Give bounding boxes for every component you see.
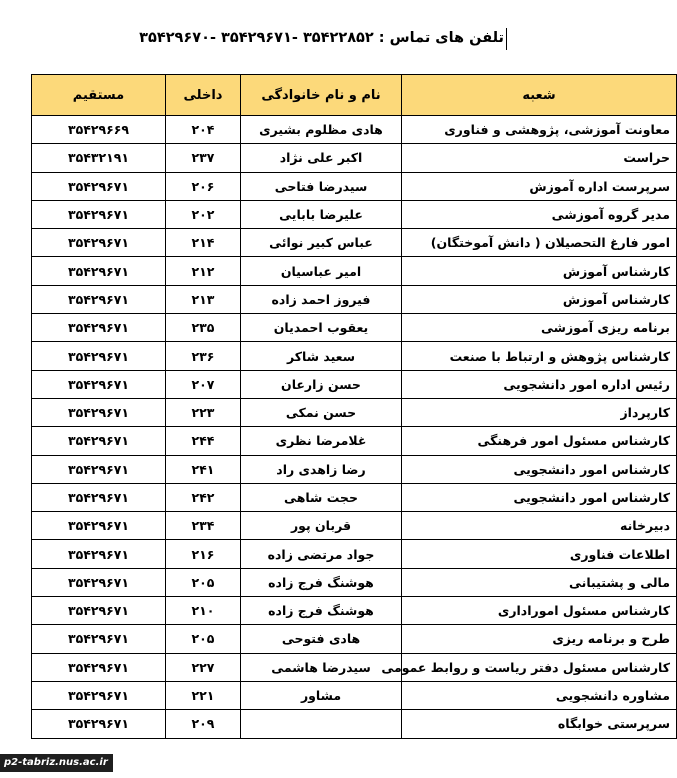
table-row [32, 427, 677, 455]
cell-extension: ۲۰۶ [166, 172, 241, 200]
cell-name: امیر عباسیان [241, 257, 402, 285]
cell-extension: ۲۰۵ [166, 568, 241, 596]
cell-unit: حراست [402, 144, 677, 172]
cell-direct-number: ۳۵۴۲۹۶۷۱ [32, 540, 166, 568]
table-row [32, 172, 677, 200]
cell-name: هوشنگ فرج زاده [241, 597, 402, 625]
cell-name: حجت شاهی [241, 483, 402, 511]
table-row [32, 144, 677, 172]
table-row [32, 257, 677, 285]
cell-unit: کارشناس مسئول امور فرهنگی [402, 427, 677, 455]
cell-extension: ۲۱۳ [166, 285, 241, 313]
cell-direct-number: ۳۵۴۲۹۶۷۱ [32, 172, 166, 200]
cell-unit: رئیس اداره امور دانشجویی [402, 370, 677, 398]
cell-unit: اطلاعات فناوری [402, 540, 677, 568]
cell-extension: ۲۴۲ [166, 483, 241, 511]
cell-unit: مالی و پشتیبانی [402, 568, 677, 596]
cell-direct-number: ۳۵۴۲۹۶۷۱ [32, 370, 166, 398]
table-body [32, 116, 677, 739]
text-cursor [506, 28, 507, 50]
cell-unit: امور فارغ التحصیلان ( دانش آموختگان) [402, 229, 677, 257]
table-row [32, 625, 677, 653]
cell-unit: دبیرخانه [402, 512, 677, 540]
column-header-extension: داخلی [166, 75, 241, 116]
cell-extension: ۲۱۴ [166, 229, 241, 257]
cell-extension: ۲۴۱ [166, 455, 241, 483]
cell-name: سیدرضا فتاحی [241, 172, 402, 200]
site-watermark: p2-tabriz.nus.ac.ir [0, 754, 113, 772]
cell-unit: طرح و برنامه ریزی [402, 625, 677, 653]
cell-name: جواد مرتضی زاده [241, 540, 402, 568]
cell-direct-number: ۳۵۴۲۹۶۷۱ [32, 710, 166, 738]
table-row [32, 597, 677, 625]
cell-extension: ۲۲۳ [166, 398, 241, 426]
cell-extension: ۲۰۹ [166, 710, 241, 738]
column-header-name: نام و نام خانوادگی [241, 75, 402, 116]
cell-name: عباس کبیر نوائی [241, 229, 402, 257]
table-row [32, 540, 677, 568]
cell-extension: ۲۳۶ [166, 342, 241, 370]
table-row [32, 398, 677, 426]
cell-direct-number: ۳۵۴۲۹۶۷۱ [32, 342, 166, 370]
cell-name [241, 710, 402, 738]
contacts-table [31, 74, 677, 739]
cell-direct-number: ۳۵۴۲۹۶۶۹ [32, 116, 166, 144]
cell-direct-number: ۳۵۴۲۹۶۷۱ [32, 681, 166, 709]
cell-extension: ۲۳۴ [166, 512, 241, 540]
cell-unit: کارپرداز [402, 398, 677, 426]
cell-direct-number: ۳۵۴۲۹۶۷۱ [32, 653, 166, 681]
table-row [32, 285, 677, 313]
cell-unit: کارشناس پژوهش و ارتباط با صنعت [402, 342, 677, 370]
cell-direct-number: ۳۵۴۲۹۶۷۱ [32, 597, 166, 625]
cell-extension: ۲۰۲ [166, 200, 241, 228]
cell-name: قربان پور [241, 512, 402, 540]
table-row [32, 710, 677, 738]
table-row [32, 229, 677, 257]
cell-direct-number: ۳۵۴۲۹۶۷۱ [32, 483, 166, 511]
column-header-unit: شعبه [402, 75, 677, 116]
cell-direct-number: ۳۵۴۲۹۶۷۱ [32, 200, 166, 228]
cell-name: علیرضا بابایی [241, 200, 402, 228]
table-row [32, 568, 677, 596]
table-header-row [32, 75, 677, 116]
cell-name: مشاور [241, 681, 402, 709]
cell-direct-number: ۳۵۴۲۹۶۷۱ [32, 512, 166, 540]
cell-extension: ۲۴۴ [166, 427, 241, 455]
cell-unit: برنامه ریزی آموزشی [402, 314, 677, 342]
table-row [32, 455, 677, 483]
contacts-table-container [31, 74, 670, 739]
cell-extension: ۲۱۰ [166, 597, 241, 625]
cell-unit: کارشناس آموزش [402, 257, 677, 285]
cell-unit: معاونت آموزشی، پژوهشی و فناوری [402, 116, 677, 144]
cell-direct-number: ۳۵۴۲۹۶۷۱ [32, 285, 166, 313]
cell-unit: کارشناس آموزش [402, 285, 677, 313]
table-row [32, 681, 677, 709]
cell-extension: ۲۰۴ [166, 116, 241, 144]
cell-direct-number: ۳۵۴۲۹۶۷۱ [32, 455, 166, 483]
column-header-direct: مستقیم [32, 75, 166, 116]
contact-phones-heading: تلفن های تماس : ۳۵۴۲۲۸۵۲ -۳۵۴۲۹۶۷۱ -۳۵۴۲۹۶۷۰ [139, 30, 504, 46]
cell-name: هوشنگ فرج زاده [241, 568, 402, 596]
cell-direct-number: ۳۵۴۲۹۶۷۱ [32, 257, 166, 285]
table-row [32, 116, 677, 144]
cell-unit: مشاوره دانشجویی [402, 681, 677, 709]
cell-direct-number: ۳۵۴۲۹۶۷۱ [32, 625, 166, 653]
cell-name: فیروز احمد زاده [241, 285, 402, 313]
cell-name: هادی مظلوم بشیری [241, 116, 402, 144]
cell-name: رضا زاهدی راد [241, 455, 402, 483]
cell-unit: کارشناس امور دانشجویی [402, 483, 677, 511]
table-row [32, 483, 677, 511]
cell-direct-number: ۳۵۴۳۲۱۹۱ [32, 144, 166, 172]
cell-name: حسن نمکی [241, 398, 402, 426]
table-row [32, 370, 677, 398]
table-row [32, 512, 677, 540]
cell-unit: کارشناس مسئول دفتر ریاست و روابط عمومی [402, 653, 677, 681]
cell-extension: ۲۳۷ [166, 144, 241, 172]
cell-name: غلامرضا نظری [241, 427, 402, 455]
cell-extension: ۲۰۷ [166, 370, 241, 398]
cell-extension: ۲۱۲ [166, 257, 241, 285]
cell-unit: کارشناس مسئول اموراداری [402, 597, 677, 625]
cell-direct-number: ۳۵۴۲۹۶۷۱ [32, 568, 166, 596]
cell-unit: سرپرستی خوابگاه [402, 710, 677, 738]
cell-name: سیدرضا هاشمی [241, 653, 402, 681]
cell-direct-number: ۳۵۴۲۹۶۷۱ [32, 398, 166, 426]
cell-unit: مدیر گروه آموزشی [402, 200, 677, 228]
cell-direct-number: ۳۵۴۲۹۶۷۱ [32, 314, 166, 342]
cell-unit: سرپرست اداره آموزش [402, 172, 677, 200]
cell-name: هادی فتوحی [241, 625, 402, 653]
cell-extension: ۲۳۵ [166, 314, 241, 342]
table-row [32, 653, 677, 681]
cell-name: یعقوب احمدیان [241, 314, 402, 342]
table-row [32, 342, 677, 370]
cell-name: اکبر علی نژاد [241, 144, 402, 172]
cell-unit: کارشناس امور دانشجویی [402, 455, 677, 483]
cell-name: سعید شاکر [241, 342, 402, 370]
cell-extension: ۲۰۵ [166, 625, 241, 653]
table-row [32, 200, 677, 228]
cell-extension: ۲۲۱ [166, 681, 241, 709]
cell-extension: ۲۱۶ [166, 540, 241, 568]
cell-direct-number: ۳۵۴۲۹۶۷۱ [32, 427, 166, 455]
cell-name: حسن زارعان [241, 370, 402, 398]
cell-extension: ۲۲۷ [166, 653, 241, 681]
cell-direct-number: ۳۵۴۲۹۶۷۱ [32, 229, 166, 257]
table-row [32, 314, 677, 342]
